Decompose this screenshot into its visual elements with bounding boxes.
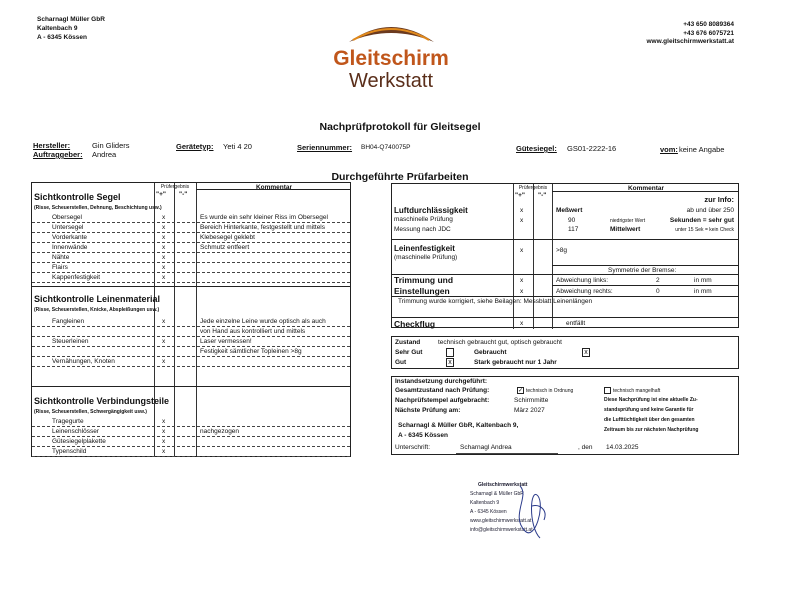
geraetetyp-value: Yeti 4 20 [223,142,252,151]
sehr-gut-checkbox[interactable] [446,348,454,357]
geraetetyp-label: Gerätetyp: [176,142,214,151]
segel-row-mark: x [162,224,166,231]
guetesiegel-value: GS01-2222-16 [567,144,617,153]
logo [316,18,466,103]
document-title: Nachprüfprotokoll für Gleitsegel [319,121,481,133]
company-name: Scharnagl Müller GbR [37,16,105,23]
segel-row [32,263,350,273]
note-line-2: standsprüfung und keine Garantie für [604,407,694,413]
leinen-row-comment: Jede einzelne Leine wurde optisch als auch [200,318,326,325]
luft-mark-1: x [520,207,524,214]
symmetrie-label: Symmetrie der Bremse: [608,267,677,274]
right-hdr-plus: "+" [515,192,525,199]
vom-label: vom: [660,145,678,154]
segel-row [32,223,350,233]
sehr-gut-label: Sehr Gut [395,349,423,356]
leinen-row [32,317,350,327]
abw-rechts-label: Abweichung rechts: [556,288,613,295]
verb-row-label: Tragegurte [52,418,84,425]
company-street: Kaltenbach 9 [37,25,78,32]
phone-2: +43 676 6075721 [683,29,734,37]
segel-row [32,243,350,253]
right-hdr-kommentar: Kommentar [627,185,665,192]
right-hdr-minus: "-" [538,192,547,199]
verb-row [32,447,350,457]
section-title: Durchgeführte Prüfarbeiten [331,171,469,183]
segel-row-mark: x [162,214,166,221]
ordnung-checkbox[interactable]: ✓ [518,388,524,394]
seriennummer-label: Seriennummer: [297,143,353,152]
segel-title: Sichtkontrolle Segel [34,192,121,202]
stamp-line-4: A - 6345 Kössen [470,509,507,515]
trim-title-2: Einstellungen [394,286,450,296]
leinen-row-mark: x [162,318,166,325]
stamp-line-1: Gleitschirmwerkstatt [478,482,528,488]
segel-row [32,213,350,223]
note-line-4: Zeitraum bis zur nächsten Nachprüfung [604,427,699,433]
segel-row-mark: x [162,264,166,271]
segel-row-label: Obersegel [52,214,82,221]
company-stamp [466,482,586,542]
zur-info: zur Info: [704,195,734,204]
segel-row-comment: Klebesegel geklebt [200,234,255,241]
naechste-value: März 2027 [514,407,545,414]
verb-row-mark: x [162,418,166,425]
gebraucht-checkbox[interactable]: x [582,348,590,357]
signature-scribble [500,476,560,546]
verb-row-label: Gütesiegelplakette [52,438,106,445]
luft-sub2: Messung nach JDC [394,226,451,233]
info-3: unter 15 Sek = kein Check [675,227,734,233]
leinen-row-comment: Laser vermessen! [200,338,252,345]
verb-row [32,427,350,437]
segel-row-label: Flairs [52,264,68,271]
vom-value: keine Angabe [679,145,725,154]
trim-note: Trimmung wurde korrigiert, siehe Beilagen: Messblatt Leinenlängen [398,298,593,305]
abw-links-unit: in mm [694,277,712,284]
stamp-line-2: Scharnagl & Müller GbR [470,491,524,497]
luft-mark-2: x [520,217,524,224]
segel-row-comment: Bereich Hinterkante, festgestellt und mittels [200,224,326,231]
luft-mittelwert-label: Mittelwert [610,226,641,233]
address-line-1: Scharnagl & Müller GbR, Kaltenbach 9, [398,422,519,429]
stark-label: Stark gebraucht nur 1 Jahr [474,359,557,366]
zustand-box [391,336,739,369]
leinen-subtitle: (Risse, Scheuerstellen, Knicke, Abspleißungen usw.) [34,307,160,313]
luft-messwert-label: Meßwert [556,207,583,214]
leinen-row [32,327,350,337]
gesamt-label: Gesamtzustand nach Prüfung: [395,387,490,394]
verb-row-mark: x [162,428,166,435]
leinen-title: Sichtkontrolle Leinenmaterial [34,294,161,304]
verb-row-mark: x [162,438,166,445]
left-hdr-kommentar: Kommentar [255,184,293,191]
luft-value-2: 117 [568,226,579,233]
left-hdr-minus: "-" [179,191,188,198]
instandsetzung-box [391,376,739,455]
hersteller-label: Hersteller: [33,141,71,150]
company-city: A - 6345 Kössen [37,34,87,41]
right-table [391,183,739,328]
seriennummer-value: BH04-Q740075P [361,144,411,151]
stamp-line-3: Kaltenbach 9 [470,500,500,506]
verb-row-label: Typenschild [52,448,87,455]
trim-mark-2: x [520,288,524,295]
company-address [37,15,105,42]
leinen-row [32,337,350,347]
den-label: , den [578,444,593,451]
auftraggeber-value: Andrea [92,150,117,159]
gut-checkbox[interactable]: x [446,358,454,367]
checkflug-value: entfällt [566,320,586,327]
verb-subtitle: (Risse, Scheuerstellen, Schwergängigkeit usw.) [34,409,147,415]
trim-title-1: Trimmung und [394,275,454,285]
company-contact [646,21,734,47]
logo-line-1: Gleitschirm [333,47,449,70]
zustand-text: technisch gebraucht gut, optisch gebraucht [438,339,562,346]
leinenfestigkeit-title: Leinenfestigkeit [394,244,455,253]
segel-row-label: Kappenfestigkeit [52,274,101,281]
luft-value-1: 90 [568,217,576,224]
left-hdr-pruef: Prüfergebnis [160,184,190,190]
abw-links-value: 2 [656,277,660,284]
verb-title: Sichtkontrolle Verbindungsteile [34,396,170,406]
verb-row [32,437,350,447]
guetesiegel-label: Gütesiegel: [516,144,557,153]
leinen-row [32,357,350,367]
segel-row-mark: x [162,254,166,261]
abw-rechts-value: 0 [656,288,660,295]
note-line-3: die Lufttüchtigkeit über den gesamten [604,417,695,423]
segel-subtitle: (Risse, Scheuerstellen, Dehnung, Beschichtung usw.) [34,205,162,211]
naechste-label: Nächste Prüfung am: [395,407,461,414]
segel-row-mark: x [162,274,166,281]
leinen-row-comment: von Hand aus kontrolliert und mittels [200,328,306,335]
ordnung-label: technisch in Ordnung [526,388,574,394]
zustand-label: Zustand [395,339,421,346]
leinen-row-label: Fangleinen [52,318,85,325]
left-hdr-plus: "+" [156,191,166,198]
segel-row [32,253,350,263]
mangel-label: technisch mangelhaft [613,388,661,394]
checkflug-title: Checkflug [394,319,436,329]
segel-row-mark: x [162,244,166,251]
verb-row-label: Leinenschlösser [52,428,99,435]
info-2: Sekunden = sehr gut [669,217,734,224]
gut-label: Gut [395,359,407,366]
hersteller-value: Gin Gliders [92,141,130,150]
logo-line-2: Werkstatt [348,70,434,92]
luft-note-1: niedrigster Wert [610,218,646,224]
stempel-value: Schirmmitte [514,397,549,404]
verb-row [32,417,350,427]
left-table [31,182,351,457]
luft-sub1: maschinelle Prüfung [394,216,453,223]
segel-row-label: Innenwände [52,244,88,251]
segel-row-label: Untersegel [52,224,84,231]
luft-title: Luftdurchlässigkeit [394,206,468,215]
verb-row-comment: nachgezogen [200,428,240,435]
mangel-checkbox[interactable] [604,387,611,394]
note-line-1: Diese Nachprüfung ist eine aktuelle Zu- [604,397,698,403]
leinenfestigkeit-mark: x [520,247,524,254]
checkflug-mark: x [520,320,524,327]
abw-links-label: Abweichung links: [556,277,609,284]
gebraucht-label: Gebraucht [474,349,507,356]
segel-row-mark: x [162,234,166,241]
instand-label: Instandsetzung durchgeführt: [395,378,488,385]
address-line-2: A - 6345 Kössen [398,432,448,439]
leinen-row [32,347,350,357]
leinen-row-comment: Festigkeit sämtlicher Topleinen >8g [200,348,302,355]
info-1: ab und über 250 [686,207,734,214]
leinen-row-label: Vernähungen, Knoten [52,358,115,365]
leinenfestigkeit-sub: (maschinelle Prüfung) [394,254,458,261]
datum-value: 14.03.2025 [606,444,639,451]
segel-row-label: Vorderkante [52,234,88,241]
segel-row [32,233,350,243]
stamp-line-6: info@gleitschirmwerkstatt.at [470,527,533,533]
unterschrift-label: Unterschrift: [395,444,431,451]
leinen-row-mark: x [162,338,166,345]
leinenfestigkeit-value: >8g [556,247,568,254]
segel-row-comment: Es wurde ein sehr kleiner Riss im Obersegel [200,214,328,221]
leinen-row-label: Steuerleinen [52,338,89,345]
auftraggeber-label: Auftraggeber: [33,150,83,159]
right-hdr-pruef: Prüfergebnis [518,185,548,191]
unterschrift-value: Scharnagl Andrea [460,444,512,451]
phone-1: +43 650 8089364 [683,21,734,28]
segel-row-comment: Schmutz entfeert [200,244,250,251]
stempel-label: Nachprüfstempel aufgebracht: [395,397,490,404]
segel-row [32,273,350,283]
verb-row-mark: x [162,448,166,455]
trim-mark-1: x [520,277,524,284]
abw-rechts-unit: in mm [694,288,712,295]
stamp-line-5: www.gleitschirmwerkstatt.at [470,518,532,524]
website: www.gleitschirmwerkstatt.at [646,38,734,45]
segel-row-label: Nähte [52,254,70,261]
leinen-row-mark: x [162,358,166,365]
